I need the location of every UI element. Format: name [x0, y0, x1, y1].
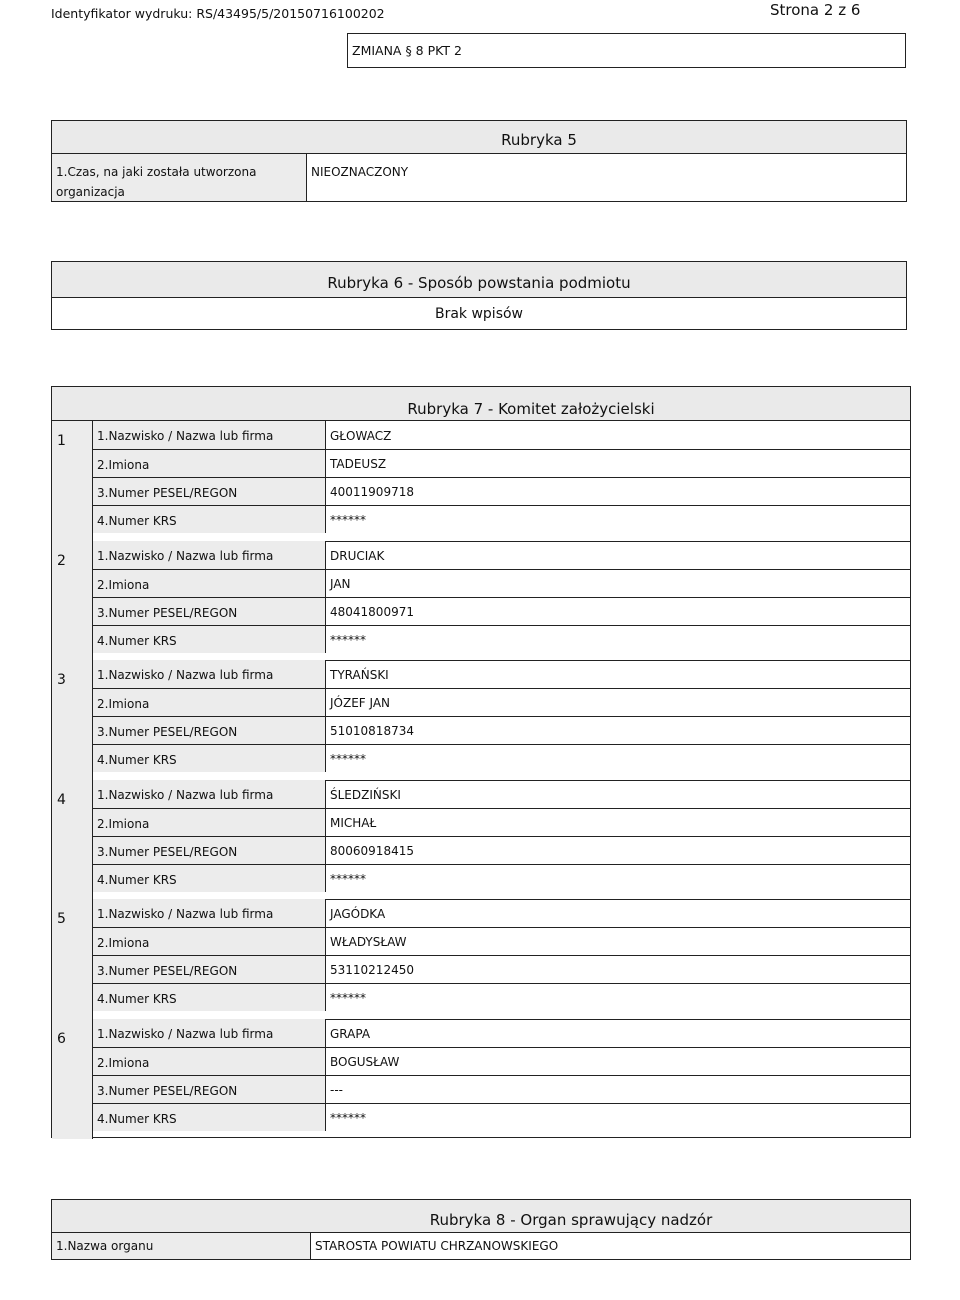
- rubryka-5-label-cell: [52, 154, 307, 201]
- member-field-label: 4.Numer KRS: [97, 633, 177, 648]
- member-field-value: ---: [330, 1083, 343, 1097]
- member-label-cell: [93, 505, 326, 533]
- rubryka-5-header: [52, 121, 906, 154]
- row-separator: [326, 505, 910, 506]
- member-label-cell: [93, 1047, 326, 1075]
- member-label-cell: [93, 899, 326, 927]
- member-label-cell: [93, 597, 326, 625]
- row-separator: [326, 1075, 910, 1076]
- member-label-cell: [93, 541, 326, 569]
- row-separator: [326, 688, 910, 689]
- member-field-value: DRUCIAK: [330, 548, 385, 563]
- row-separator: [326, 716, 910, 717]
- rubryka-8-header: [52, 1200, 910, 1233]
- member-label-cell: [93, 983, 326, 1011]
- member-label-cell: [93, 808, 326, 836]
- member-label-cell: [93, 836, 326, 864]
- member-field-value: 48041800971: [330, 604, 414, 619]
- page-number: Strona 2 z 6: [770, 1, 861, 19]
- member-field-value: GRAPA: [330, 1027, 371, 1041]
- member-field-label: 2.Imiona: [97, 697, 150, 712]
- member-field-label: 3.Numer PESEL/REGON: [97, 844, 238, 859]
- rubryka-7: [51, 386, 911, 1138]
- row-separator: [326, 836, 910, 837]
- member-label-cell: [93, 1075, 326, 1103]
- member-number-cell: [52, 1019, 93, 1139]
- rubryka-8-value: STAROSTA POWIATU CHRZANOWSKIEGO: [315, 1239, 559, 1253]
- row-separator: [326, 1047, 910, 1048]
- row-separator: [326, 569, 910, 570]
- member-field-label: 3.Numer PESEL/REGON: [97, 486, 238, 500]
- member-field-value: TADEUSZ: [330, 457, 387, 471]
- member-label-cell: [93, 477, 326, 505]
- row-separator: [326, 955, 910, 956]
- member-field-value: 53110212450: [330, 963, 414, 978]
- member-field-label: 1.Nazwisko / Nazwa lub firma: [97, 907, 274, 922]
- member-field-label: 2.Imiona: [97, 458, 150, 472]
- rubryka-7-title: Rubryka 7 - Komitet założycielski: [407, 400, 655, 418]
- row-separator: [326, 477, 910, 478]
- member-field-label: 1.Nazwisko / Nazwa lub firma: [97, 429, 274, 443]
- row-separator: [326, 597, 910, 598]
- rubryka-7-header: [52, 387, 910, 421]
- rubryka-6-title: Rubryka 6 - Sposób powstania podmiotu: [327, 274, 631, 292]
- member-field-label: 3.Numer PESEL/REGON: [97, 725, 238, 740]
- member-field-label: 2.Imiona: [97, 1056, 150, 1070]
- rubryka-5-title: Rubryka 5: [501, 131, 577, 149]
- member-number-cell: [52, 541, 93, 661]
- rubryka-8: [51, 1199, 911, 1260]
- member-label-cell: [93, 1103, 326, 1131]
- member-number-cell: [52, 421, 93, 541]
- member-label-cell: [93, 744, 326, 772]
- member-number: 5: [57, 911, 66, 928]
- member-field-label: 2.Imiona: [97, 577, 150, 592]
- row-separator: [326, 625, 910, 626]
- member-label-cell: [93, 716, 326, 744]
- rubryka-5-label-line1: 1.Czas, na jaki została utworzona: [56, 165, 257, 179]
- row-separator: [326, 864, 910, 865]
- member-field-value: ******: [330, 991, 366, 1006]
- rubryka-5: [51, 120, 907, 202]
- member-field-value: ******: [330, 632, 366, 647]
- member-number: 6: [57, 1031, 66, 1047]
- member-label-cell: [93, 625, 326, 653]
- rubryka-6: [51, 261, 907, 330]
- member-label-cell: [93, 955, 326, 983]
- member-field-label: 4.Numer KRS: [97, 992, 177, 1007]
- rubryka-8-label: 1.Nazwa organu: [56, 1239, 154, 1253]
- member-field-label: 3.Numer PESEL/REGON: [97, 964, 238, 979]
- member-field-label: 2.Imiona: [97, 936, 150, 951]
- member-label-cell: [93, 780, 326, 808]
- member-label-cell: [93, 864, 326, 892]
- member-field-value: ******: [330, 871, 366, 886]
- member-field-label: 1.Nazwisko / Nazwa lub firma: [97, 787, 274, 802]
- member-field-label: 4.Numer KRS: [97, 872, 177, 887]
- member-field-value: JAN: [330, 576, 351, 591]
- row-separator: [326, 808, 910, 809]
- change-box: [347, 33, 906, 68]
- member-field-value: JÓZEF JAN: [330, 696, 391, 711]
- member-field-label: 1.Nazwisko / Nazwa lub firma: [97, 548, 274, 563]
- member-field-value: 40011909718: [330, 485, 414, 499]
- member-label-cell: [93, 421, 326, 449]
- member-field-label: 4.Numer KRS: [97, 1112, 177, 1126]
- member-field-value: ŚLEDZIŃSKI: [330, 787, 401, 802]
- row-separator: [326, 927, 910, 928]
- member-field-label: 1.Nazwisko / Nazwa lub firma: [97, 668, 274, 683]
- member-label-cell: [93, 688, 326, 716]
- member-field-label: 4.Numer KRS: [97, 514, 177, 528]
- member-field-value: MICHAŁ: [330, 815, 377, 830]
- member-number-cell: [52, 780, 93, 900]
- member-field-value: BOGUSŁAW: [330, 1055, 400, 1069]
- row-separator: [326, 449, 910, 450]
- rubryka-5-value: NIEOZNACZONY: [311, 165, 409, 179]
- member-field-value: ******: [330, 1111, 366, 1125]
- member-label-cell: [93, 449, 326, 477]
- member-number: 3: [57, 672, 66, 689]
- member-label-cell: [93, 569, 326, 597]
- member-field-value: JAGÓDKA: [330, 907, 386, 922]
- row-separator: [326, 744, 910, 745]
- member-number: 4: [57, 791, 66, 808]
- member-field-label: 2.Imiona: [97, 816, 150, 831]
- rubryka-6-header: [52, 262, 906, 298]
- rubryka-8-title: Rubryka 8 - Organ sprawujący nadzór: [429, 1211, 713, 1229]
- member-field-value: WŁADYSŁAW: [330, 935, 407, 950]
- member-field-value: 80060918415: [330, 843, 414, 858]
- member-field-label: 4.Numer KRS: [97, 753, 177, 768]
- member-field-label: 3.Numer PESEL/REGON: [97, 1084, 238, 1098]
- member-number: 2: [57, 552, 66, 569]
- member-label-cell: [93, 1019, 326, 1047]
- change-box-text: ZMIANA § 8 PKT 2: [352, 43, 462, 58]
- rubryka-8-label-cell: [52, 1233, 311, 1259]
- member-field-label: 3.Numer PESEL/REGON: [97, 605, 238, 620]
- member-field-value: ******: [330, 513, 366, 527]
- print-identifier: Identyfikator wydruku: RS/43495/5/20150716100202: [51, 6, 385, 21]
- member-label-cell: [93, 927, 326, 955]
- member-field-value: 51010818734: [330, 724, 414, 739]
- member-field-label: 1.Nazwisko / Nazwa lub firma: [97, 1027, 274, 1041]
- member-field-value: TYRAŃSKI: [330, 668, 389, 683]
- member-label-cell: [93, 660, 326, 688]
- member-number-cell: [52, 899, 93, 1019]
- member-number-cell: [52, 660, 93, 780]
- member-field-value: GŁOWACZ: [330, 429, 392, 443]
- member-field-value: ******: [330, 752, 366, 767]
- row-separator: [326, 1103, 910, 1104]
- rubryka-5-label-line2: organizacja: [56, 185, 125, 199]
- row-separator: [326, 983, 910, 984]
- member-number: 1: [57, 433, 66, 449]
- rubryka-6-value: Brak wpisów: [434, 306, 524, 322]
